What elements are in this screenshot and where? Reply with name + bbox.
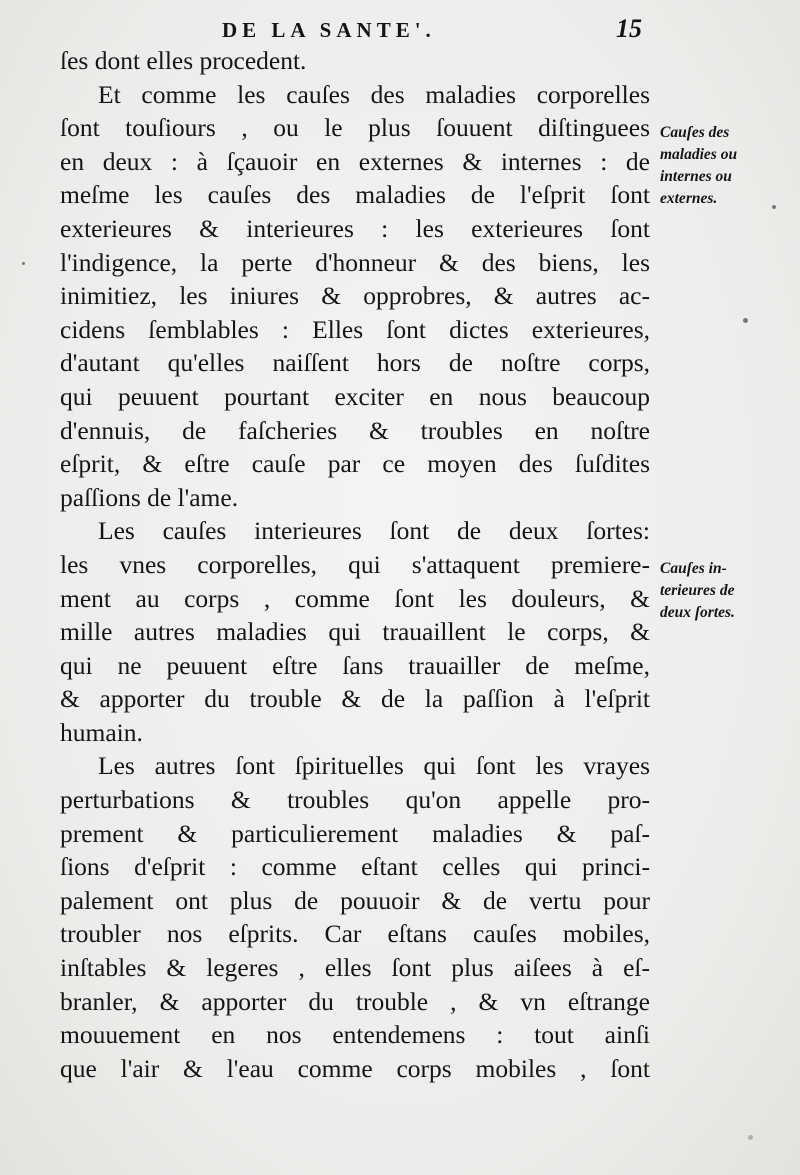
margin-note-inner-causes [660,558,795,624]
text-line: meſme les cauſes des maladies de l'eſprit ſont [60,180,650,210]
text-line: ſes dont elles procedent. [60,46,307,75]
text-line: troubler nos eſprits. Car eſtans cauſes mobiles, [60,919,650,949]
text-line: mouuement en nos entendemens : tout ainſi [60,1020,650,1050]
text-line: d'ennuis, de faſcheries & troubles en noſtre [60,415,650,445]
margin-note-line: maladies ou [660,146,738,163]
margin-note-line: externes. [660,190,718,207]
text-line: inſtables & legeres , elles ſont plus aiſees à eſ- [60,953,650,983]
text-line: l'indigence, la perte d'honneur & des biens, les [60,247,650,277]
text-line: inimitiez, les iniures & opprobres, & autres ac- [60,281,650,311]
text-line: mille autres maladies qui trauaillent le corps, & [60,617,650,647]
page-number: 15 [616,14,642,43]
text-line: Les cauſes interieures ſont de deux ſortes: [98,516,650,546]
running-head: DE LA SANTE'. [222,18,436,42]
margin-note-line: deux ſortes. [660,604,735,621]
text-line: palement ont plus de pouuoir & de vertu pour [60,885,650,915]
text-line: en deux : à ſçauoir en externes & internes : de [60,146,650,176]
text-line: perturbations & troubles qu'on appelle pro- [60,785,650,815]
text-line: cidens ſemblables : Elles ſont dictes exterieures, [60,314,650,344]
text-line: que l'air & l'eau comme corps mobiles , ſont [60,1053,650,1083]
page-header [222,12,642,48]
text-line: humain. [60,717,143,747]
text-line: & apporter du trouble & de la paſſion à l'eſprit [60,684,650,714]
text-line: branler, & apporter du trouble , & vn eſtrange [60,986,650,1016]
margin-note-line: internes ou [660,168,732,185]
text-line: qui ne peuuent eſtre ſans trauailler de meſme, [60,650,650,680]
text-line: Les autres ſont ſpirituelles qui ſont les vrayes [98,751,650,781]
text-line: eſprit, & eſtre cauſe par ce moyen des ſuſdites [60,449,650,479]
margin-note-causes [660,122,795,210]
text-line: paſſions de l'ame. [60,482,239,512]
margin-note-line: Cauſes in- [660,560,727,577]
margin-note-line: terieures de [660,582,735,599]
text-line: ſont touſiours , ou le plus ſouuent diſtinguees [60,113,650,143]
text-line: les vnes corporelles, qui s'attaquent premiere- [60,549,650,579]
margin-note-line: Cauſes des [660,124,730,141]
body-text [60,44,650,1085]
text-line: qui peuuent pourtant exciter en nous beaucoup [60,381,650,411]
text-line: ſions d'eſprit : comme eſtant celles qui princi- [60,852,650,882]
text-line: d'autant qu'elles naiſſent hors de noſtre corps, [60,348,650,378]
text-line: prement & particulierement maladies & paſ- [60,818,650,848]
text-line: ment au corps , comme ſont les douleurs, & [60,583,650,613]
text-line: exterieures & interieures : les exterieures ſont [60,213,650,243]
text-line: Et comme les cauſes des maladies corporelles [98,79,650,109]
